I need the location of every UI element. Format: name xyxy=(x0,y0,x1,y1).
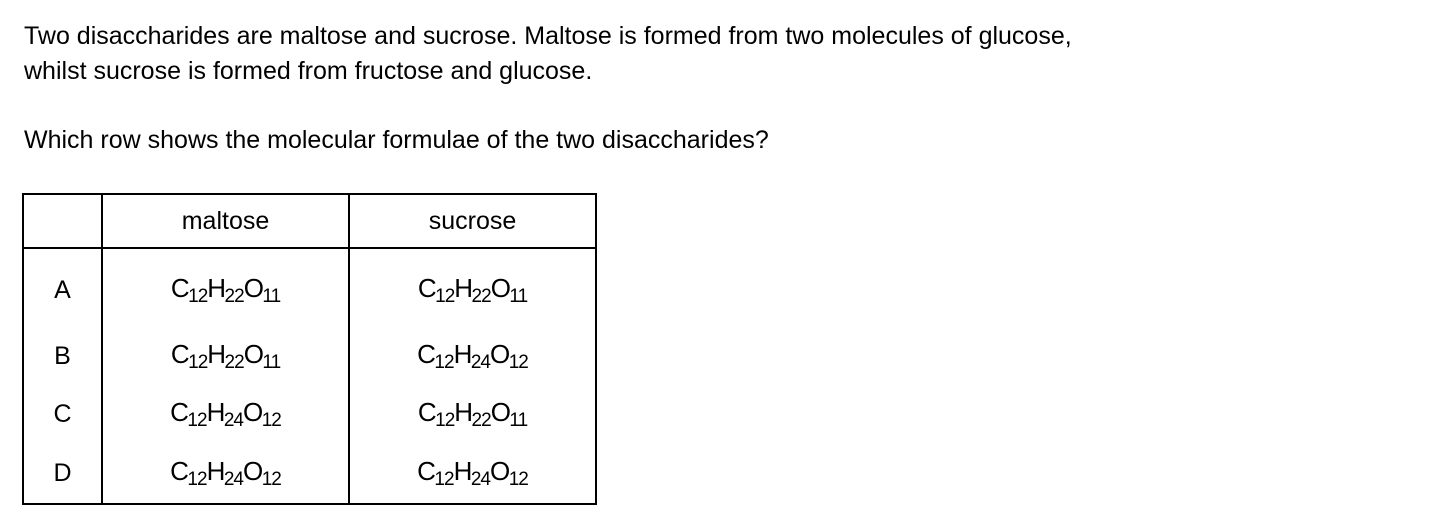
table-row[interactable] xyxy=(23,385,596,443)
answer-table xyxy=(22,193,597,505)
table-row[interactable] xyxy=(23,443,596,504)
sucrose-formula: $C_{12}H_{22}O_{11}$ xyxy=(349,385,596,443)
table-row[interactable] xyxy=(23,248,596,327)
stem-line-1: Two disaccharides are maltose and sucrose. Maltose is formed from two molecules of glucose, xyxy=(24,22,1072,50)
table-header-row xyxy=(23,194,596,248)
maltose-formula: $C_{12}H_{24}O_{12}$ xyxy=(102,385,349,443)
option-letter[interactable]: D xyxy=(23,443,102,504)
table-row[interactable] xyxy=(23,327,596,385)
option-letter[interactable]: A xyxy=(23,248,102,327)
option-letter[interactable]: C xyxy=(23,385,102,443)
option-letter[interactable]: B xyxy=(23,327,102,385)
sucrose-formula: $C_{12}H_{24}O_{12}$ xyxy=(349,443,596,504)
maltose-formula: $C_{12}H_{22}O_{11}$ xyxy=(102,248,349,327)
header-sucrose: sucrose xyxy=(349,194,596,248)
maltose-formula: $C_{12}H_{22}O_{11}$ xyxy=(102,327,349,385)
sucrose-formula: $C_{12}H_{24}O_{12}$ xyxy=(349,327,596,385)
question-stem xyxy=(24,19,1424,89)
header-maltose: maltose xyxy=(102,194,349,248)
question-text: Which row shows the molecular formulae of the two disaccharides? xyxy=(24,126,769,154)
sucrose-formula: $C_{12}H_{22}O_{11}$ xyxy=(349,248,596,327)
maltose-formula: $C_{12}H_{24}O_{12}$ xyxy=(102,443,349,504)
header-empty-cell xyxy=(23,194,102,248)
stem-line-2: whilst sucrose is formed from fructose and glucose. xyxy=(24,57,593,85)
